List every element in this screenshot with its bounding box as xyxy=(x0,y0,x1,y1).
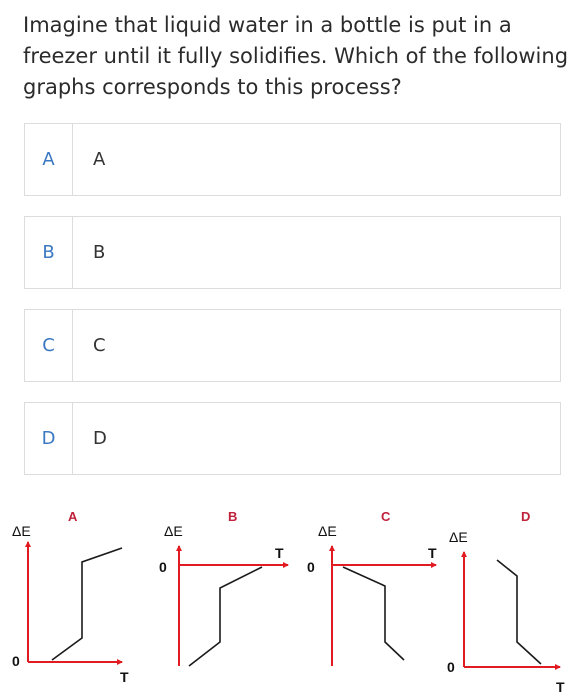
graphs-svg xyxy=(0,492,586,700)
graph-c-label: C xyxy=(381,509,391,524)
graph-c xyxy=(307,509,437,666)
graph-a-ylabel: ΔE xyxy=(12,523,31,539)
graph-d-curve xyxy=(497,560,541,664)
graph-a-origin: 0 xyxy=(12,653,20,669)
graph-b xyxy=(159,509,288,666)
graph-a-label: A xyxy=(68,509,78,524)
graph-a xyxy=(12,509,129,685)
option-letter: C xyxy=(25,310,73,381)
option-letter: D xyxy=(25,403,73,474)
option-letter: A xyxy=(25,124,73,195)
graph-a-curve xyxy=(52,548,122,660)
graph-b-ylabel: ΔE xyxy=(164,523,183,539)
graph-d-label: D xyxy=(521,509,531,524)
option-b[interactable] xyxy=(24,216,561,289)
graph-c-curve xyxy=(343,567,404,660)
graph-b-curve xyxy=(189,567,262,666)
option-a[interactable] xyxy=(24,123,561,196)
option-c[interactable] xyxy=(24,309,561,382)
graph-d-xlabel: T xyxy=(556,679,565,695)
graph-a-xlabel: T xyxy=(120,669,129,685)
question-text: Imagine that liquid water in a bottle is put in a freezer until it fully solidifies. Which of the following graphs corresponds to this process? xyxy=(23,13,569,99)
option-text: A xyxy=(93,149,106,170)
option-letter: B xyxy=(25,217,73,288)
graph-c-xlabel: T xyxy=(428,545,437,561)
graph-b-origin: 0 xyxy=(159,559,167,575)
graph-d xyxy=(447,509,565,695)
graph-d-ylabel: ΔE xyxy=(449,529,468,545)
graph-d-origin: 0 xyxy=(447,659,455,675)
option-text: B xyxy=(93,242,106,263)
graph-b-label: B xyxy=(228,509,238,524)
option-text: C xyxy=(93,335,106,356)
option-d[interactable] xyxy=(24,402,561,475)
graph-b-xlabel: T xyxy=(275,545,284,561)
graphs-figure xyxy=(0,492,586,700)
graph-c-origin: 0 xyxy=(307,559,315,575)
option-text: D xyxy=(93,428,107,449)
graph-c-ylabel: ΔE xyxy=(318,523,337,539)
